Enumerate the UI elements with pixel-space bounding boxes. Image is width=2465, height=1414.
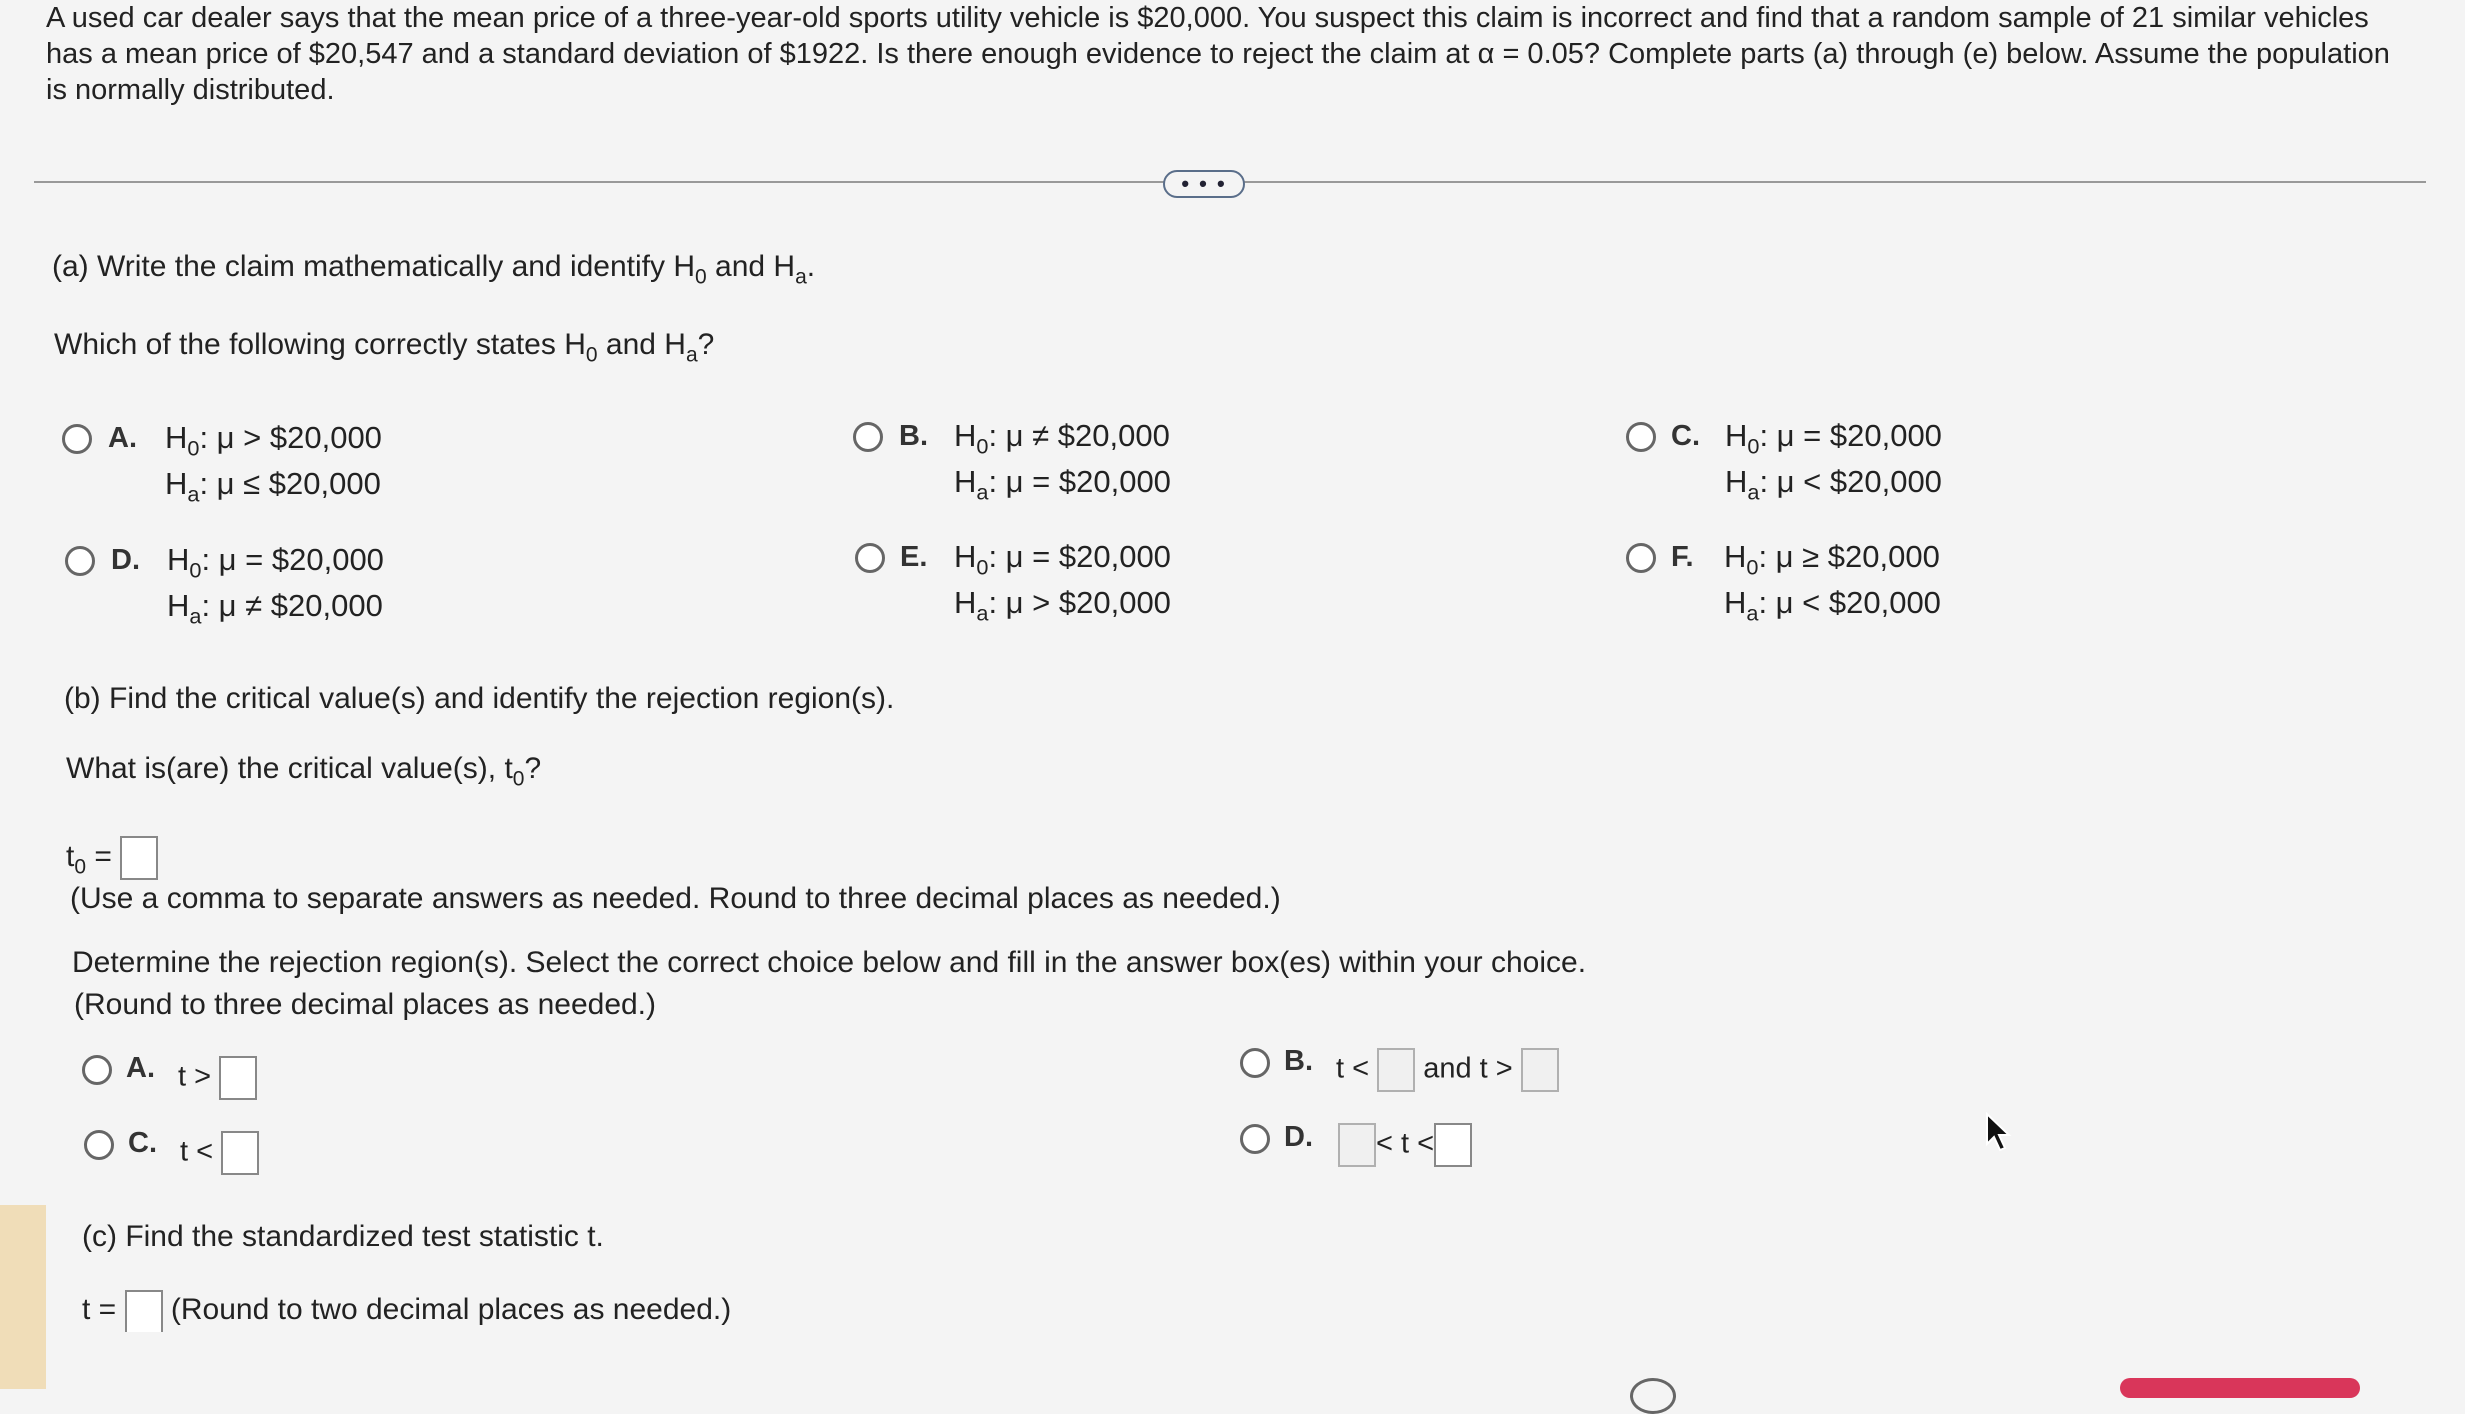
- option-d-h0: $H_0$: μ = $20,000: [167, 542, 384, 583]
- region-d-lower-input[interactable]: [1338, 1123, 1376, 1167]
- part-a-prompt: Which of the following correctly states $H_0$ and $H_a$?: [54, 328, 715, 367]
- radio-option-d[interactable]: [65, 546, 95, 576]
- option-e-ha: $H_a$: μ > $20,000: [954, 585, 1171, 626]
- critical-value-input[interactable]: [120, 836, 158, 880]
- radio-region-a[interactable]: [82, 1055, 112, 1085]
- option-letter: C.: [1671, 420, 1700, 452]
- radio-option-c[interactable]: [1626, 422, 1656, 452]
- critical-value-note: (Use a comma to separate answers as needed. Round to three decimal places as needed.): [70, 882, 1281, 915]
- option-c-ha: $H_a$: μ < $20,000: [1725, 464, 1942, 505]
- option-letter: A.: [108, 422, 137, 454]
- radio-option-e[interactable]: [855, 543, 885, 573]
- radio-region-d[interactable]: [1240, 1124, 1270, 1154]
- part-b-prompt: What is(are) the critical value(s), $t_0$?: [66, 752, 542, 791]
- region-a-expr: t >: [178, 1056, 257, 1100]
- region-d-upper-input[interactable]: [1434, 1123, 1472, 1167]
- rejection-region-note: (Round to three decimal places as needed.): [74, 988, 657, 1021]
- radio-region-c[interactable]: [84, 1130, 114, 1160]
- option-a-ha: $H_a$: μ ≤ $20,000: [165, 466, 381, 507]
- option-e-h0: $H_0$: μ = $20,000: [954, 539, 1171, 580]
- partial-circle-icon: [1630, 1378, 1676, 1414]
- option-c-h0: $H_0$: μ = $20,000: [1725, 418, 1942, 459]
- option-letter: C.: [128, 1127, 157, 1159]
- option-b-ha: $H_a$: μ = $20,000: [954, 464, 1171, 505]
- option-f-ha: $H_a$: μ < $20,000: [1724, 585, 1941, 626]
- radio-option-f[interactable]: [1626, 543, 1656, 573]
- part-b-title: (b) Find the critical value(s) and identify the rejection region(s).: [64, 682, 895, 715]
- part-a-title: (a) Write the claim mathematically and identify $H_0$ and $H_a$.: [52, 250, 816, 289]
- option-a-h0: $H_0$: μ > $20,000: [165, 420, 382, 461]
- region-b-upper-input[interactable]: [1521, 1048, 1559, 1092]
- radio-region-b[interactable]: [1240, 1048, 1270, 1078]
- critical-value-row: $t_0$ =: [66, 836, 158, 880]
- region-d-expr: < t <: [1338, 1123, 1472, 1167]
- option-letter: B.: [1284, 1045, 1313, 1077]
- option-letter: E.: [900, 541, 928, 573]
- region-c-expr: t <: [180, 1131, 259, 1175]
- mouse-cursor-icon: [1985, 1112, 2013, 1154]
- question-text: A used car dealer says that the mean price of a three-year-old sports utility vehicle is $20,000. You suspect this claim is incorrect and find that a random sample of 21 similar vehicles has a mean price of $20,547 and a standard deviation of $1922. Is there enough evidence to reject the claim at α = 0.05? Complete parts (a) through (e) below. Assume the population is normally distributed.: [46, 2, 2390, 106]
- option-b-h0: $H_0$: μ ≠ $20,000: [954, 418, 1170, 459]
- part-c-title: (c) Find the standardized test statistic t.: [82, 1220, 604, 1253]
- rejection-region-prompt: Determine the rejection region(s). Select the correct choice below and fill in the answer box(es) within your choice.: [72, 946, 1587, 979]
- radio-option-a[interactable]: [62, 424, 92, 454]
- test-statistic-row: t = (Round to two decimal places as needed.): [82, 1290, 731, 1332]
- region-c-input[interactable]: [221, 1131, 259, 1175]
- option-letter: F.: [1671, 541, 1694, 573]
- option-letter: D.: [111, 544, 140, 576]
- left-margin-strip: [0, 1205, 46, 1389]
- option-d-ha: $H_a$: μ ≠ $20,000: [167, 588, 383, 629]
- region-b-expr: t < and t >: [1336, 1048, 1559, 1092]
- radio-option-b[interactable]: [853, 422, 883, 452]
- region-b-lower-input[interactable]: [1377, 1048, 1415, 1092]
- region-a-input[interactable]: [219, 1056, 257, 1100]
- partial-red-button[interactable]: [2120, 1378, 2360, 1398]
- option-f-h0: $H_0$: μ ≥ $20,000: [1724, 539, 1940, 580]
- more-options-button[interactable]: • • •: [1163, 170, 1245, 198]
- test-statistic-input[interactable]: [125, 1290, 163, 1332]
- option-letter: B.: [899, 420, 928, 452]
- option-letter: A.: [126, 1052, 155, 1084]
- option-letter: D.: [1284, 1121, 1313, 1153]
